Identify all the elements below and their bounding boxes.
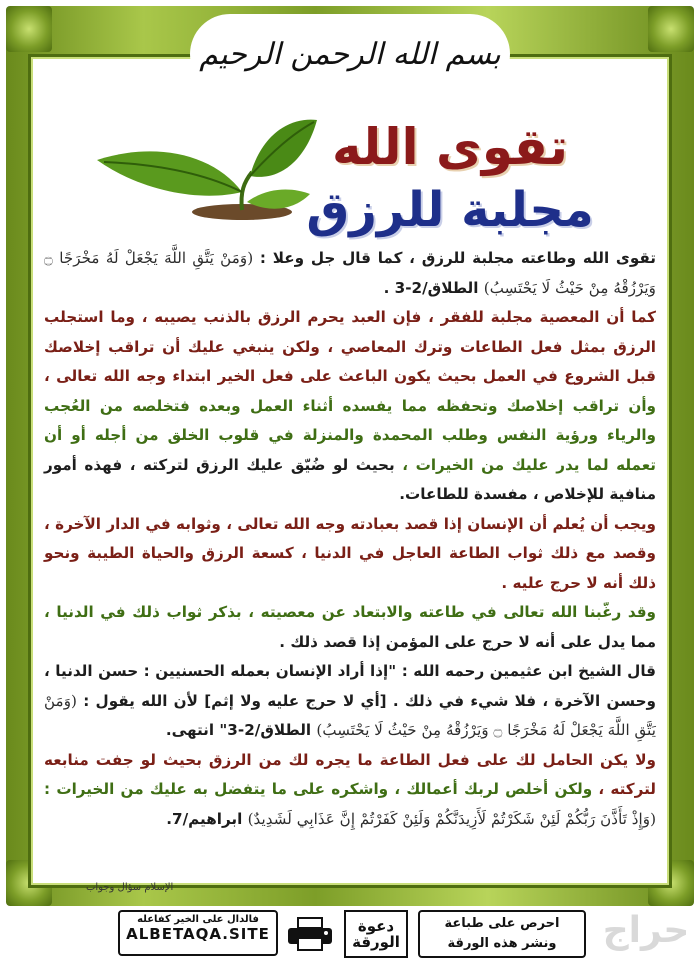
text-span: ولكن أخلص لربك أعمالك ، واشكره على ما يتفضل به عليك من الخيرات :	[44, 780, 593, 798]
print-line-2: ونشر هذه الورقة	[447, 936, 557, 951]
dawah-logo	[344, 910, 408, 958]
quran-verse: (وَمَنْ يَتَّقِ اللَّهَ يَجْعَلْ لَهُ مَخْرَجًا ۝ وَيَرْزُقْهُ مِنْ حَيْثُ لَا يَحْتَسِبُ)	[44, 249, 656, 297]
text-span: ويجب أن يُعلم أن الإنسان إذا قصد بعبادته وجه الله تعالى ، وثوابه في الدار الآخرة ، وقصد مع ذلك ثواب الطاعة العاجل في الدنيا ، كسعة الرزق والحياة الطيبة ونحو ذلك أنه لا حرج عليه .	[44, 514, 656, 592]
site-tagline: فالدال على الخير كفاعله	[137, 914, 259, 925]
text-span: ولا يكن الحامل لك على فعل الطاعة ما يجره لك من الرزق بحيث لو جفت منابعه لتركته ،	[44, 750, 656, 798]
article-body	[44, 244, 656, 892]
verse-reference: ابراهيم/7.	[166, 809, 248, 828]
text-span: بحيث لو ضُيّق عليك الرزق لتركته ، فهذه أمور منافية للإخلاص ، مفسدة للطاعات.	[44, 455, 656, 503]
title-line-2: مجلبة للرزق	[306, 182, 594, 238]
footer	[0, 906, 700, 961]
text-span: تقوى الله وطاعته مجلبة للرزق ، كما قال جل وعلا :	[253, 249, 656, 267]
text-span: قال الشيخ ابن عثيمين رحمه الله : "إذا أراد الإنسان بعمله الحسنيين : حسن الدنيا ، وحسن الآخرة ، فلا شيء في ذلك . [أي لا حرج عليه ولا إثم] لأن الله يقول :	[44, 662, 656, 710]
verse-reference: الطلاق/2-3" انتهى.	[165, 721, 317, 739]
text-span: وأن تراقب إخلاصك وتحفظه مما يفسده أثناء العمل وبعده فتخلصه من العُجب والرياء ورؤية النفس وطلب المحمدة والمنزلة في قلوب الخلق من أجله أو أن تعمله لما يدر عليك من الخيرات ،	[44, 396, 656, 474]
frame-corner-top-right	[648, 6, 694, 52]
print-reminder	[418, 910, 586, 958]
verse-reference: الطلاق/2-3 .	[383, 278, 484, 297]
watermark: حراج	[602, 910, 690, 951]
paragraph-5	[44, 657, 656, 746]
paragraph-2	[44, 303, 656, 510]
paragraph-3	[44, 510, 656, 599]
text-span: مما يدل على أنه لا حرج على المؤمن إذا قصد ذلك .	[279, 632, 656, 651]
paragraph-4	[44, 598, 656, 657]
site-url[interactable]: ALBETAQA.SITE	[126, 925, 270, 943]
basmala-text: بسم الله الرحمن الرحيم	[199, 36, 501, 72]
logo-text: دعوة الورقة	[352, 917, 400, 951]
source-credit: الإسلام سؤال وجواب	[86, 882, 174, 893]
printer-icon	[286, 916, 334, 952]
text-span: كما أن المعصية مجلبة للفقر ، فإن العبد يحرم الرزق بالذنب يصيبه ، وما استجلب الرزق بمثل فعل الطاعات وترك المعاصي ،	[44, 308, 656, 356]
frame-corner-top-left	[6, 6, 52, 52]
quran-verse: (وَإِذْ تَأَذَّنَ رَبُّكُمْ لَئِنْ شَكَرْتُمْ لَأَزِيدَنَّكُمْ وَلَئِنْ كَفَرْتُمْ إِنَّ عَذَابِي لَشَدِيدٌ)	[247, 809, 656, 828]
basmala-calligraphy	[190, 14, 510, 94]
text-span: ولكن ينبغي عليك أن تراقب إخلاصك قبل الشروع في العمل بحيث يكون الباعث على فعل الخير ابتداء وجه الله تعالى ،	[44, 337, 656, 385]
quran-verse: (وَمَنْ يَتَّقِ اللَّهَ يَجْعَلْ لَهُ مَخْرَجًا ۝ وَيَرْزُقْهُ مِنْ حَيْثُ لَا يَحْتَسِبُ)	[44, 691, 656, 739]
paragraph-1	[44, 244, 656, 303]
print-line-1: احرص على طباعة	[444, 916, 560, 931]
title-line-1: تقوى الله	[332, 118, 568, 176]
leaves-illustration	[92, 112, 322, 222]
site-box	[118, 910, 278, 956]
paragraph-6	[44, 746, 656, 835]
text-span: وقد رغّبنا الله تعالى في طاعته والابتعاد عن معصيته ، بذكر ثواب ذلك في الدنيا ،	[44, 603, 656, 621]
